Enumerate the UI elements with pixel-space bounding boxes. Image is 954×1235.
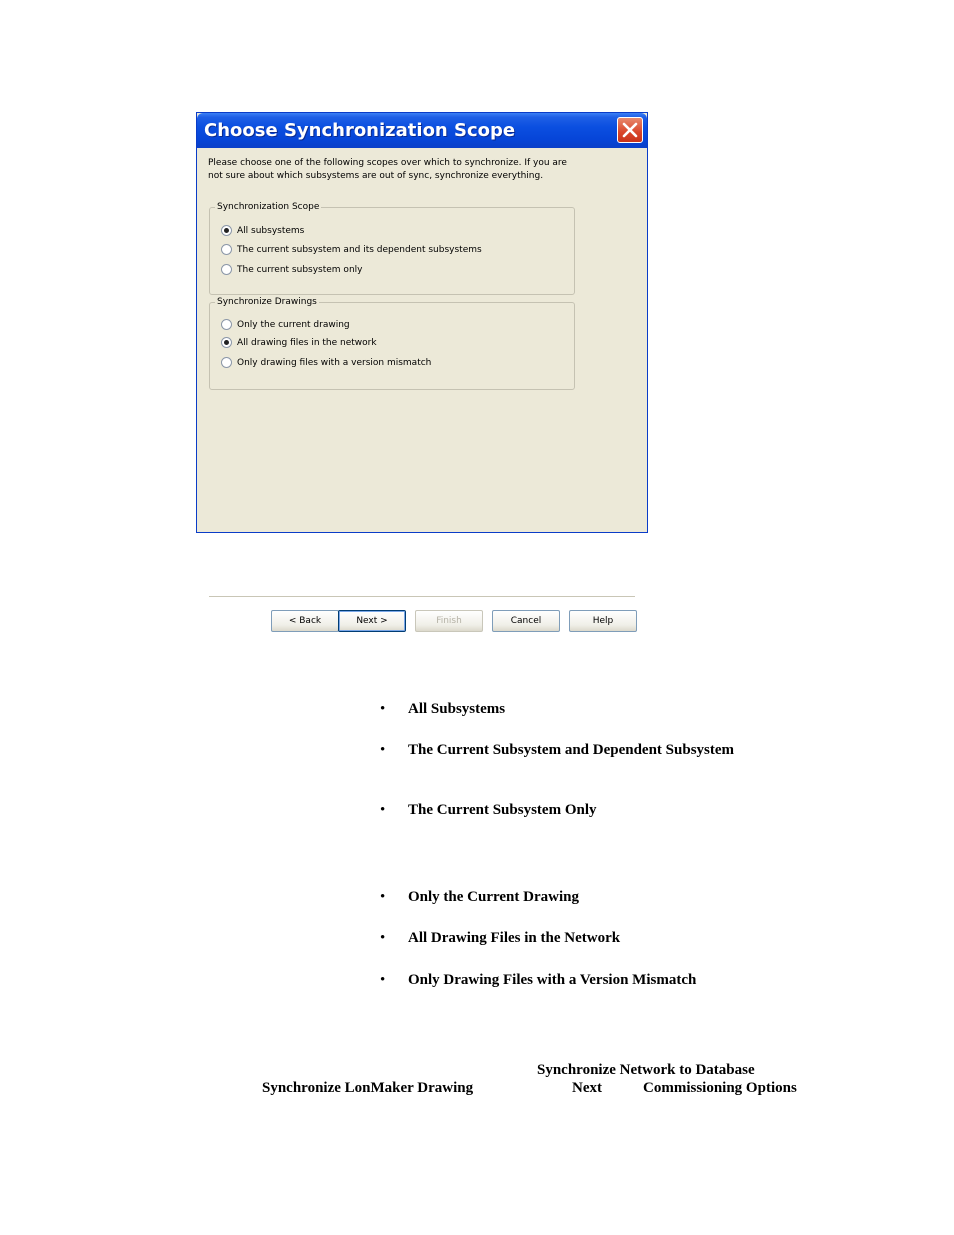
radio-label: All subsystems	[237, 225, 305, 236]
bullet-marker: •	[380, 802, 386, 818]
synchronize-drawings-group	[209, 297, 575, 390]
bullet-marker: •	[380, 701, 386, 717]
radio-indicator-icon[interactable]	[221, 357, 232, 368]
radio-label: The current subsystem only	[237, 264, 363, 275]
radio-current-subsystem-only[interactable]	[221, 263, 362, 276]
bullet-text: Only the Current Drawing	[408, 889, 579, 905]
text-next: Next	[572, 1080, 602, 1096]
back-button[interactable]: < Back	[271, 610, 339, 632]
synchronization-scope-dialog	[196, 112, 648, 626]
bullet-marker: •	[380, 930, 386, 946]
cancel-button[interactable]: Cancel	[492, 610, 560, 632]
dialog-title: Choose Synchronization Scope	[204, 120, 516, 141]
radio-indicator-icon[interactable]	[221, 319, 232, 330]
dialog-instructions	[208, 157, 588, 183]
bullet-text: The Current Subsystem and Dependent Subsystem	[408, 742, 735, 758]
synchronize-drawings-legend: Synchronize Drawings	[217, 297, 317, 307]
radio-indicator-icon[interactable]	[221, 337, 232, 348]
radio-indicator-icon[interactable]	[221, 225, 232, 236]
radio-all-drawing-files[interactable]	[221, 336, 377, 349]
text-sync-network-to-database: Synchronize Network to Database	[537, 1062, 755, 1078]
bullet-marker: •	[380, 742, 386, 758]
dialog-titlebar[interactable]	[197, 113, 647, 148]
radio-indicator-icon[interactable]	[221, 264, 232, 275]
button-separator	[209, 596, 635, 598]
bullet-text: All Drawing Files in the Network	[408, 930, 621, 946]
bullet-text: Only Drawing Files with a Version Mismatch	[408, 972, 697, 988]
help-button[interactable]: Help	[569, 610, 637, 632]
finish-button: Finish	[415, 610, 483, 632]
bullet-text: The Current Subsystem Only	[408, 802, 597, 818]
radio-label: All drawing files in the network	[237, 337, 377, 348]
bullet-text: All Subsystems	[408, 701, 506, 717]
radio-version-mismatch-files[interactable]	[221, 356, 431, 369]
bullet-marker: •	[380, 972, 386, 988]
text-commissioning-options: Commissioning Options	[643, 1080, 797, 1096]
radio-label: Only the current drawing	[237, 319, 350, 330]
synchronization-scope-group	[209, 202, 575, 295]
radio-label: Only drawing files with a version mismatch	[237, 357, 432, 368]
close-icon	[622, 122, 638, 138]
synchronization-scope-legend: Synchronization Scope	[217, 202, 320, 212]
radio-label: The current subsystem and its dependent subsystems	[237, 244, 482, 255]
intro-line-1: Please choose one of the following scopes over which to synchronize. If you are	[208, 158, 567, 168]
radio-indicator-icon[interactable]	[221, 244, 232, 255]
intro-line-2: not sure about which subsystems are out of sync, synchronize everything.	[208, 171, 544, 181]
close-button[interactable]	[617, 117, 643, 143]
radio-only-current-drawing[interactable]	[221, 318, 350, 331]
next-button[interactable]: Next >	[338, 610, 406, 632]
radio-all-subsystems[interactable]	[221, 224, 304, 237]
radio-current-and-dependent-subsystems[interactable]	[221, 243, 482, 256]
dialog-body	[199, 148, 645, 626]
text-sync-lonmaker-drawing: Synchronize LonMaker Drawing	[262, 1080, 474, 1096]
bullet-marker: •	[380, 889, 386, 905]
